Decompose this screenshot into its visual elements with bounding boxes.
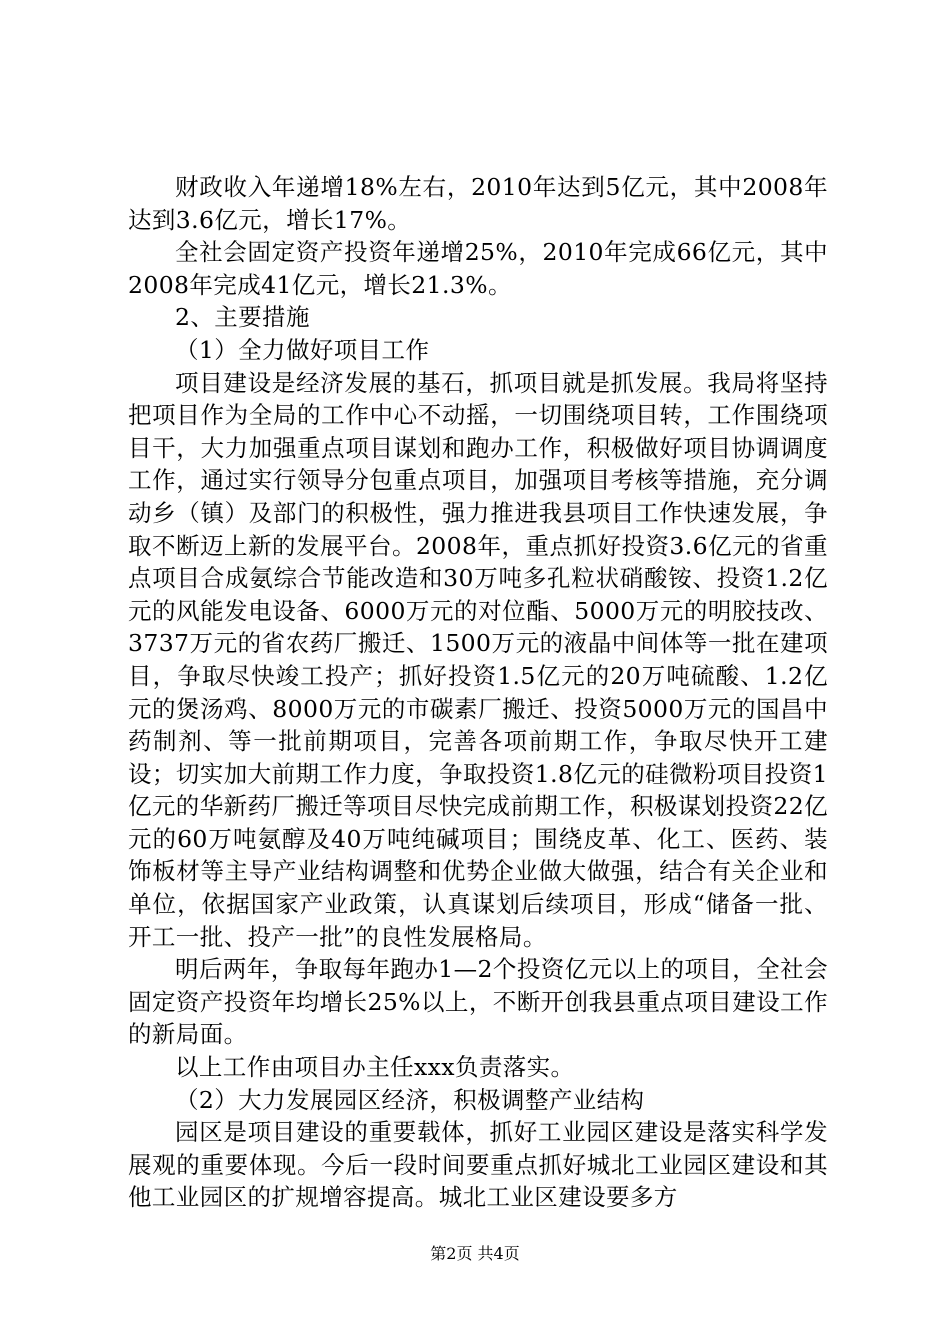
document-body — [128, 171, 828, 1214]
subheading-park-economy: （2）大力发展园区经济，积极调整产业结构 — [175, 1085, 645, 1114]
page-footer: 第2页 共4页 — [430, 1244, 520, 1263]
paragraph-responsibility: 以上工作由项目办主任xxx负责落实。 — [175, 1053, 575, 1082]
paragraph-fixed-asset-investment: 全社会固定资产投资年递增25%，2010年完成66亿元，其中2008年完成41亿元，增长21.3%。 — [128, 238, 828, 299]
section-heading-main-measures: 2、主要措施 — [175, 303, 310, 332]
paragraph-next-two-years: 明后两年，争取每年跑办1—2个投资亿元以上的项目，全社会固定资产投资年均增长25%以上，不断开创我县重点项目建设工作的新局面。 — [128, 955, 828, 1049]
paragraph-fiscal-revenue: 财政收入年递增18%左右，2010年达到5亿元，其中2008年达到3.6亿元，增长17%。 — [128, 173, 828, 234]
paragraph-industrial-park: 园区是项目建设的重要载体，抓好工业园区建设是落实科学发展观的重要体现。今后一段时间要重点抓好城北工业园区建设和其他工业园区的扩规增容提高。城北工业区建设要多方 — [128, 1118, 828, 1212]
subheading-project-work: （1）全力做好项目工作 — [175, 335, 430, 364]
paragraph-project-construction: 项目建设是经济发展的基石，抓项目就是抓发展。我局将坚持把项目作为全局的工作中心不动摇，一切围绕项目转，工作围绕项目干，大力加强重点项目谋划和跑办工作，积极做好项目协调调度工作，通过实行领导分包重点项目，加强项目考核等措施，充分调动乡（镇）及部门的积极性，强力推进我县项目工作快速发展，争取不断迈上新的发展平台。2008年，重点抓好投资3.6亿元的省重点项目合成氨综合节能改造和30万吨多孔粒状硝酸铵、投资1.2亿元的风能发电设备、6000万元的对位酯、5000万元的明胶技改、3737万元的省农药厂搬迁、1500万元的液晶中间体等一批在建项目，争取尽快竣工投产；抓好投资1.5亿元的20万吨硫酸、1.2亿元的煲汤鸡、8000万元的市碳素厂搬迁、投资5000万元的国昌中药制剂、等一批前期项目，完善各项前期工作，争取尽快开工建设；切实加大前期工作力度，争取投资1.8亿元的硅微粉项目投资1亿元的华新药厂搬迁等项目尽快完成前期工作，积极谋划投资22亿元的60万吨氨醇及40万吨纯碱项目；围绕皮革、化工、医药、装饰板材等主导产业结构调整和优势企业做大做强，结合有关企业和单位，依据国家产业政策，认真谋划后续项目，形成“储备一批、开工一批、投产一批”的良性发展格局。 — [128, 368, 828, 951]
